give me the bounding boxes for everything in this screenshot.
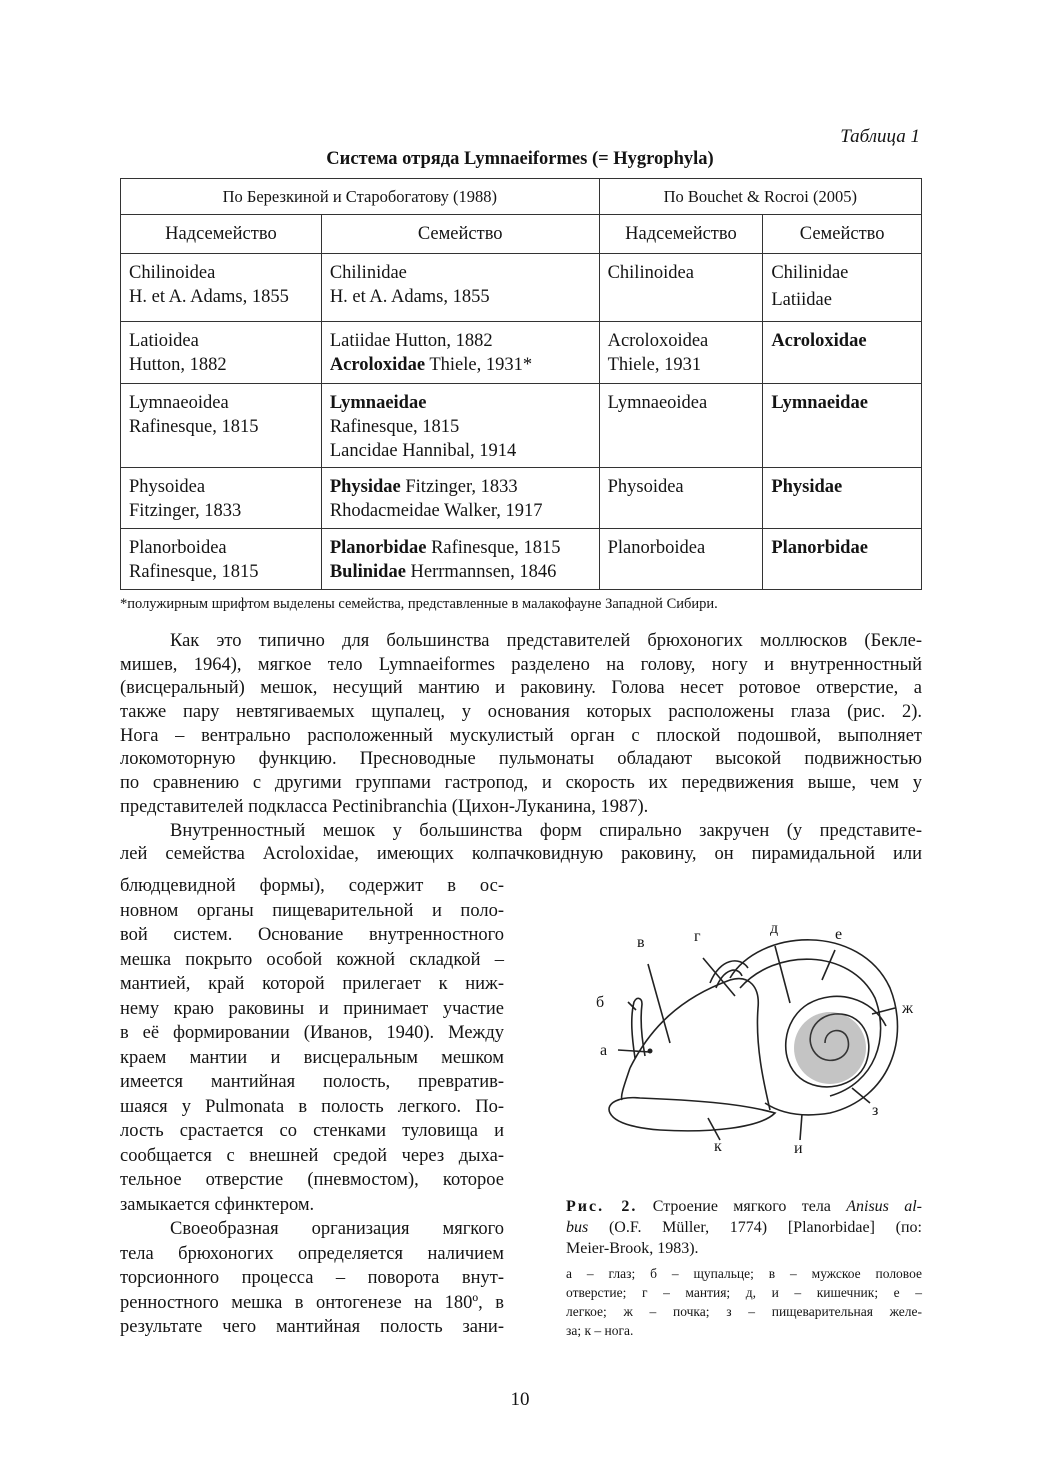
figure-label: к (714, 1138, 722, 1155)
cell-text: Rafinesque, 1815 (329, 417, 460, 437)
figure-legend (566, 1264, 922, 1340)
caption-text: (O.F. Müller, 1774) [Planorbidae] (по: (588, 1219, 922, 1236)
legend-line: за; к – нога. (566, 1323, 634, 1338)
text-line: Своеобразная организация мягкого (170, 1219, 504, 1239)
table-row (121, 254, 922, 322)
legend-line: а – глаз; б – щупальце; в – мужское половое (566, 1266, 922, 1281)
bold-family: Acroloxidae (771, 331, 867, 351)
text-line: Внутренностный мешок у большинства форм спирально закручен (у представите- (170, 820, 922, 841)
table-header-columns (121, 215, 922, 254)
figure-label: з (872, 1102, 879, 1119)
cell-text: Physoidea (129, 477, 206, 497)
bold-family: Physidae (771, 477, 843, 497)
figure-caption (566, 1196, 922, 1259)
col-family-a: Семейство (321, 215, 599, 254)
cell-text (330, 536, 591, 560)
caption-text: Строение мягкого тела (637, 1198, 847, 1215)
text-line: новном органы пищеварительной и поло- (120, 900, 504, 921)
cell-text: Hutton, 1882 (129, 355, 227, 375)
cell-b-super (599, 322, 763, 384)
figure-label: и (794, 1140, 803, 1157)
text-line: мешка покрыто особой кожной складкой – (120, 949, 504, 970)
table-row (121, 529, 922, 590)
text-line: вой систем. Основание внутренностного (120, 925, 504, 945)
cell-a-super (121, 468, 322, 529)
text-line: в её формировании (Иванов, 1940). Между (120, 1023, 504, 1043)
text-line: Нога – вентрально расположенный мускулистый орган с плоской подошвой, выполняет (120, 725, 922, 746)
cell-text: Planorboidea (129, 538, 227, 558)
figure-label: е (835, 926, 843, 943)
col-superfamily-b: Надсемейство (599, 215, 763, 254)
text-line: результате чего мантийная полость зани- (120, 1317, 504, 1337)
source-b-header: По Bouchet & Rocroi (2005) (599, 179, 921, 215)
cell-a-super (121, 322, 322, 384)
species-name: Anisus al- (846, 1198, 922, 1215)
text-line: (висцеральный) мешок, несущий мантию и раковину. Голова несет ротовое отверстие, а (120, 678, 922, 699)
cell-b-super (599, 529, 763, 590)
cell-text: Planorboidea (607, 538, 706, 558)
table-label: Таблица 1 (840, 126, 920, 147)
cell-b-family (763, 529, 922, 590)
cell-text (330, 353, 591, 377)
caption-line (566, 1196, 922, 1217)
cell-b-family (763, 254, 922, 322)
cell-a-family (321, 468, 599, 529)
figure-label: а (600, 1042, 608, 1059)
cell-text: Lymnaeoidea (607, 393, 708, 413)
text-line: блюдцевидной формы), содержит в ос- (120, 876, 504, 896)
cell-text: Latioidea (129, 331, 199, 351)
taxonomy-table (120, 178, 922, 590)
cell-text: Rafinesque, 1815 (129, 417, 259, 437)
text-line: представителей подкласса Pectinibranchia (Цихон-Луканина, 1987). (120, 796, 649, 817)
snail-drawing (590, 918, 922, 1163)
cell-text: Physoidea (607, 477, 684, 497)
paragraph-2-column (120, 874, 504, 1340)
cell-text: Rhodacmeidae Walker, 1917 (329, 501, 543, 521)
col-family-b: Семейство (763, 215, 922, 254)
caption-line (566, 1217, 922, 1238)
cell-b-family (763, 322, 922, 384)
table-row (121, 468, 922, 529)
snail-anatomy-figure (590, 918, 922, 1163)
cell-a-super (121, 254, 322, 322)
page-number: 10 (510, 1389, 530, 1410)
bold-family: Lymnaeidae (329, 393, 427, 413)
cell-text: Chilinidae (329, 263, 407, 283)
cell-text: Rafinesque, 1815 (426, 538, 561, 558)
cell-text (330, 560, 591, 584)
cell-text: Herrmannsen, 1846 (405, 562, 557, 582)
table-header-sources (121, 179, 922, 215)
text-line: Как это типично для большинства представителей брюхоногих моллюсков (Бекле- (170, 631, 922, 651)
cell-text: H. et A. Adams, 1855 (329, 287, 490, 307)
table-row (121, 322, 922, 384)
text-line: имеется мантийная полость, превратив- (120, 1072, 504, 1092)
cell-text: Latiidae Hutton, 1882 (329, 331, 493, 351)
cell-text: Rafinesque, 1815 (129, 562, 259, 582)
text-line: краем мантии и висцеральным мешком (120, 1047, 504, 1068)
cell-text (330, 475, 591, 499)
cell-text: Lymnaeoidea (129, 393, 229, 413)
figure-number: Рис. 2. (566, 1198, 638, 1215)
cell-a-family (321, 322, 599, 384)
species-name: bus (566, 1219, 589, 1236)
bold-family: Acroloxidae (329, 355, 426, 375)
table-footnote: *полужирным шрифтом выделены семейства, представленные в малакофауне Западной Сибири. (120, 596, 718, 612)
cell-text: Latiidae (771, 290, 832, 310)
cell-text: Chilinidae (771, 263, 849, 283)
bold-family: Physidae (329, 477, 401, 497)
cell-text: Chilinoidea (607, 263, 694, 283)
legend-line: отверстие; г – мантия; д, и – кишечник; е – (566, 1285, 922, 1300)
cell-b-family (763, 468, 922, 529)
text-line: ренностного мешка в онтогенезе на 180º, в (120, 1292, 504, 1313)
cell-a-family (321, 529, 599, 590)
text-line: нему краю раковины и принимает участие (120, 998, 504, 1019)
cell-b-super (599, 254, 763, 322)
cell-a-super (121, 529, 322, 590)
bold-family: Lymnaeidae (771, 393, 868, 413)
figure-label: в (637, 934, 645, 951)
cell-text: Thiele, 1931* (425, 355, 533, 375)
figure-label: г (694, 928, 701, 945)
text-line: торсионного процесса – поворота внут- (120, 1268, 504, 1288)
cell-text: Fitzinger, 1833 (400, 477, 518, 497)
text-line: шаяся у Pulmonata в полость легкого. По- (120, 1096, 504, 1117)
col-superfamily-a: Надсемейство (121, 215, 322, 254)
cell-text: H. et A. Adams, 1855 (129, 287, 289, 307)
text-line: лость срастается со стенками туловища и (120, 1121, 504, 1141)
cell-text: Acroloxoidea (607, 331, 709, 351)
bold-family: Planorbidae (771, 538, 868, 558)
cell-b-super (599, 384, 763, 468)
text-line: также пару невтягиваемых щупалец, у основания которых расположены глаза (рис. 2). (120, 702, 922, 723)
text-line: замыкается сфинктером. (120, 1194, 315, 1215)
text-line: мишев, 1964), мягкое тело Lymnaeiformes разделено на голову, ногу и внутренностный (120, 654, 922, 675)
cell-a-family (321, 384, 599, 468)
cell-text: Lancidae Hannibal, 1914 (329, 441, 517, 461)
cell-a-family (321, 254, 599, 322)
figure-label: д (770, 920, 779, 937)
figure-label: б (596, 994, 605, 1011)
bold-family: Bulinidae (329, 562, 406, 582)
text-line: тела брюхоногих определяется наличием (120, 1243, 504, 1264)
table-title: Система отряда Lymnaeiformes (= Hygrophyla) (326, 149, 714, 169)
cell-text: Chilinoidea (129, 263, 216, 283)
table-row (121, 384, 922, 468)
bold-family: Planorbidae (329, 538, 427, 558)
text-line: мантией, край которой прилегает к ниж- (120, 974, 504, 994)
cell-text: Thiele, 1931 (607, 355, 702, 375)
paragraph-1 (120, 630, 922, 867)
cell-b-family (763, 384, 922, 468)
text-line: лей семейства Acroloxidae, имеющих колпачковидную раковину, он пирамидальной или (120, 844, 922, 865)
text-line: локомоторную функцию. Пресноводные пульмонаты обладают высокой подвижностью (120, 749, 922, 770)
caption-line: Meier-Brook, 1983). (566, 1240, 699, 1257)
text-line: по сравнению с другими группами гастропод, и скорость их передвижения выше, чем у (120, 773, 922, 794)
cell-text: Fitzinger, 1833 (129, 501, 242, 521)
legend-line: легкое; ж – почка; з – пищеварительная желе- (566, 1304, 922, 1319)
text-line: тельное отверстие (пневмостом), которое (120, 1170, 504, 1190)
cell-b-super (599, 468, 763, 529)
figure-label: ж (902, 1000, 914, 1017)
text-line: сообщается с внешней средой через дыха- (120, 1145, 504, 1166)
cell-a-super (121, 384, 322, 468)
source-a-header: По Березкиной и Старобогатову (1988) (121, 179, 600, 215)
